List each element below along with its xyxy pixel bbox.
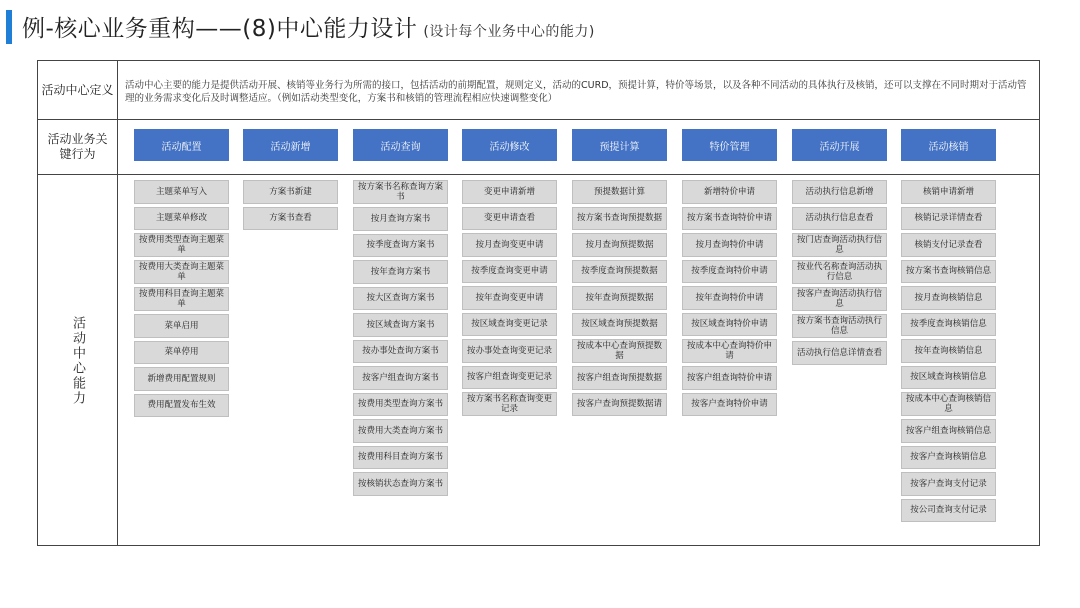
capability-item: 按区域查询预提数据: [572, 313, 667, 337]
capability-item: 按年查询方案书: [353, 260, 448, 284]
capability-column: [134, 180, 229, 417]
page-title-main: 例-核心业务重构——(8)中心能力设计: [22, 16, 418, 42]
capability-item: 按成本中心查询特价申请: [682, 339, 777, 363]
capability-item: 按季度查询方案书: [353, 234, 448, 258]
capability-item: 按客户组查询方案书: [353, 366, 448, 390]
capability-item: 按方案书查询特价申请: [682, 207, 777, 231]
capability-item: 按月查询变更申请: [462, 233, 557, 257]
capability-item: 变更申请查看: [462, 207, 557, 231]
capability-item: 按费用类型查询主题菜单: [134, 233, 229, 257]
capability-item: 按费用科目查询方案书: [353, 446, 448, 470]
capability-item: 按月查询预提数据: [572, 233, 667, 257]
capability-item: 按客户查询预提数据请: [572, 393, 667, 417]
capability-item: 费用配置发布生效: [134, 394, 229, 418]
capability-item: 按大区查询方案书: [353, 287, 448, 311]
capability-item: 按月查询核销信息: [901, 286, 996, 310]
capability-item: 菜单启用: [134, 314, 229, 338]
capability-item: 主题菜单写入: [134, 180, 229, 204]
capability-item: 按成本中心查询核销信息: [901, 392, 996, 416]
definition-row-label: 活动中心定义: [41, 82, 114, 97]
behavior-box: 活动修改: [462, 129, 557, 161]
capability-item: 变更申请新增: [462, 180, 557, 204]
capability-column: [462, 180, 557, 416]
capability-item: 预提数据计算: [572, 180, 667, 204]
capability-item: 按季度查询特价申请: [682, 260, 777, 284]
behavior-box: 活动新增: [243, 129, 338, 161]
capability-item: 按方案书查询核销信息: [901, 260, 996, 284]
capability-item: 活动执行信息新增: [792, 180, 887, 204]
capability-item: 活动执行信息查看: [792, 207, 887, 231]
capability-item: 按季度查询预提数据: [572, 260, 667, 284]
capability-column: [353, 180, 448, 496]
capability-item: 按客户查询特价申请: [682, 393, 777, 417]
capability-item: 按年查询特价申请: [682, 286, 777, 310]
capability-item: 菜单停用: [134, 341, 229, 365]
capability-item: 按客户组查询预提数据: [572, 366, 667, 390]
capability-item: 按客户查询支付记录: [901, 472, 996, 496]
behavior-box: 活动核销: [901, 129, 996, 161]
capability-item: 按区域查询变更记录: [462, 313, 557, 337]
page-title: [22, 10, 595, 43]
capability-item: 按公司查询支付记录: [901, 499, 996, 523]
capability-item: 按客户组查询核销信息: [901, 419, 996, 443]
capability-column: [682, 180, 777, 416]
capability-item: 按客户组查询特价申请: [682, 366, 777, 390]
capability-item: 按客户查询核销信息: [901, 446, 996, 470]
row-divider-behavior: [38, 174, 1039, 175]
capability-item: 主题菜单修改: [134, 207, 229, 231]
behavior-box: 活动查询: [353, 129, 448, 161]
capability-item: 按年查询变更申请: [462, 286, 557, 310]
capability-column: [572, 180, 667, 416]
capability-item: 按方案书名称查询变更记录: [462, 392, 557, 416]
behavior-box: 特价管理: [682, 129, 777, 161]
behavior-box: 活动开展: [792, 129, 887, 161]
capability-item: 按月查询方案书: [353, 207, 448, 231]
capability-item: 按核销状态查询方案书: [353, 472, 448, 496]
behavior-row-label: 活动业务关键行为: [47, 131, 108, 161]
behavior-box: 预提计算: [572, 129, 667, 161]
label-column-divider: [117, 61, 118, 545]
row-divider-definition: [38, 119, 1039, 120]
capability-item: 核销申请新增: [901, 180, 996, 204]
page-subtitle: (设计每个业务中心的能力): [423, 24, 595, 40]
behavior-box: 活动配置: [134, 129, 229, 161]
title-accent-bar: [6, 10, 12, 44]
capability-item: 活动执行信息详情查看: [792, 341, 887, 365]
activity-center-table: [37, 60, 1040, 546]
capability-column: [243, 180, 338, 230]
capability-row-label-text: 活动中心能力: [70, 316, 85, 406]
capability-item: 方案书查看: [243, 207, 338, 231]
capability-item: 按费用类型查询方案书: [353, 393, 448, 417]
capability-item: 按费用科目查询主题菜单: [134, 287, 229, 311]
capability-item: 按方案书名称查询方案书: [353, 180, 448, 204]
capability-item: 按费用大类查询主题菜单: [134, 260, 229, 284]
capability-item: 按成本中心查询预提数据: [572, 339, 667, 363]
capability-item: 按办事处查询方案书: [353, 340, 448, 364]
capability-item: 按月查询特价申请: [682, 233, 777, 257]
capability-item: 按季度查询变更申请: [462, 260, 557, 284]
capability-item: 按费用大类查询方案书: [353, 419, 448, 443]
capability-item: 按客户查询活动执行信息: [792, 287, 887, 311]
capability-item: 按客户组查询变更记录: [462, 366, 557, 390]
capability-item: 按门店查询活动执行信息: [792, 233, 887, 257]
capability-item: 按区域查询特价申请: [682, 313, 777, 337]
capability-item: 新增费用配置规则: [134, 367, 229, 391]
capability-item: 按季度查询核销信息: [901, 313, 996, 337]
definition-text: 活动中心主要的能力是提供活动开展、核销等业务行为所需的接口，包括活动的前期配置，规则定义，活动的CURD，预提计算，特价等场景，以及各种不同活动的具体执行及核销，还可以支撑在不同时期对于活动管理的业务需求变化后及时调整适应。（例如活动类型变化，方案书和核销的管理流程相应快速调整变化）: [125, 80, 1027, 104]
capability-item: 按办事处查询变更记录: [462, 339, 557, 363]
title-bar: [0, 4, 1080, 44]
capability-item: 按年查询核销信息: [901, 339, 996, 363]
capability-item: 方案书新建: [243, 180, 338, 204]
capability-item: 按年查询预提数据: [572, 286, 667, 310]
capability-column: [901, 180, 996, 522]
capability-item: 按区域查询核销信息: [901, 366, 996, 390]
capability-column: [792, 180, 887, 365]
capability-item: 按业代名称查询活动执行信息: [792, 260, 887, 284]
capability-item: 核销记录详情查看: [901, 207, 996, 231]
capability-item: 核销支付记录查看: [901, 233, 996, 257]
capability-item: 按方案书查询活动执行信息: [792, 314, 887, 338]
capability-row-label: [38, 177, 117, 545]
capability-item: 新增特价申请: [682, 180, 777, 204]
capability-item: 按方案书查询预提数据: [572, 207, 667, 231]
capability-item: 按区域查询方案书: [353, 313, 448, 337]
